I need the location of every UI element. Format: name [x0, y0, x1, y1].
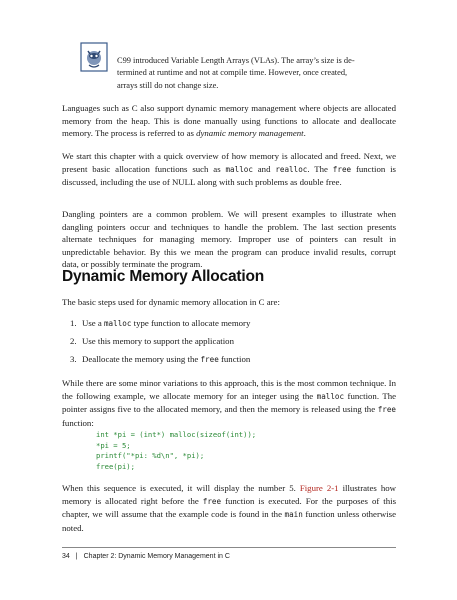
paragraph-overview [62, 150, 396, 189]
figure-link[interactable]: Figure 2-1 [299, 483, 339, 493]
text-run: and [252, 163, 276, 174]
list-item [62, 318, 396, 336]
paragraph-intro [62, 102, 396, 140]
list-item [62, 354, 396, 372]
text-run: . [303, 128, 306, 139]
text-run: function unless otherwise noted. [62, 509, 396, 533]
text-run: type function to allocate memory [131, 318, 251, 328]
paragraph-figure-ref [62, 482, 396, 534]
steps-list [62, 318, 396, 372]
note-line: termined at runtime and not at compile time. However, once created, [117, 68, 348, 78]
section-heading: Dynamic Memory Allocation [62, 268, 265, 285]
inline-code: malloc [103, 319, 132, 328]
emphasis-text: dynamic memory management [196, 128, 304, 139]
list-number: 3. [70, 354, 77, 364]
text-run: function: [62, 417, 94, 428]
list-item [62, 336, 396, 354]
text-run: Languages such as C also support dynamic memory management where objects are allocated memory from the heap. This is done manually using functions to allocate and deallocate memory. The process is referred to as [62, 103, 396, 139]
code-line: int *pi = (int*) malloc(sizeof(int)); [96, 430, 257, 439]
footer-separator: | [75, 553, 78, 560]
footer-rule [62, 547, 396, 548]
code-block [96, 430, 396, 472]
inline-code: malloc [225, 164, 253, 174]
note-line: C99 introduced Variable Length Arrays (VLAs). The array’s size is de- [117, 56, 355, 65]
inline-code: malloc [316, 391, 345, 401]
inline-code: free [377, 405, 396, 415]
text-run: Use a [82, 318, 104, 328]
inline-code: free [332, 164, 352, 174]
text-run: function. The pointer assigns five to the allocated memory, and then the memory is released using the [62, 390, 396, 415]
page-footer [62, 553, 396, 560]
inline-code: realloc [275, 164, 308, 174]
text-run: We start this chapter with a quick overview of how memory is allocated and freed. Next, we present basic allocation functions such as [62, 151, 396, 174]
text-run: function is discussed, including the use of NULL along with such problems as double free. [62, 163, 396, 188]
page-number: 34 [62, 553, 70, 560]
inline-code: free [202, 496, 222, 506]
text-run: While there are some minor variations to this approach, this is the most common technique. In the following example, we allocate memory for an integer using the [62, 378, 396, 401]
inline-code: free [200, 355, 219, 364]
text-run: When this sequence is executed, it will display the number 5. [62, 483, 300, 493]
raccoon-note-icon [80, 42, 108, 72]
text-run: function [218, 354, 251, 364]
list-number: 2. [70, 336, 77, 346]
list-number: 1. [70, 318, 77, 328]
text-run: illustrates how memory is allocated right before the [62, 483, 396, 506]
chapter-title: Chapter 2: Dynamic Memory Management in C [83, 553, 230, 560]
code-line: free(pi); [96, 461, 135, 471]
paragraph-example [62, 377, 396, 429]
text-run: function is executed. For the purposes of this chapter, we will assume that the example code is found in the [62, 495, 397, 520]
note-line: arrays still do not change size. [117, 80, 219, 90]
text-run: Use this memory to support the application [82, 336, 234, 346]
code-line: *pi = 5; [96, 440, 131, 450]
inline-code: main [284, 510, 303, 520]
steps-intro: The basic steps used for dynamic memory allocation in C are: [62, 297, 280, 307]
text-run: . The [307, 163, 333, 174]
text-run: Deallocate the memory using the [82, 354, 201, 364]
code-line: printf("*pi: %d\n", *pi); [96, 451, 205, 460]
note-text [117, 55, 424, 92]
paragraph-dangling: Dangling pointers are a common problem. We will present examples to illustrate when dangling pointers occur and techniques to handle the problem. The last section presents alternate techniques for managing memory. Improper use of pointers can result in unpredictable behavior. By this we mean the program can produce invalid results, corrupt data, or possibly terminate the program. [62, 209, 396, 270]
